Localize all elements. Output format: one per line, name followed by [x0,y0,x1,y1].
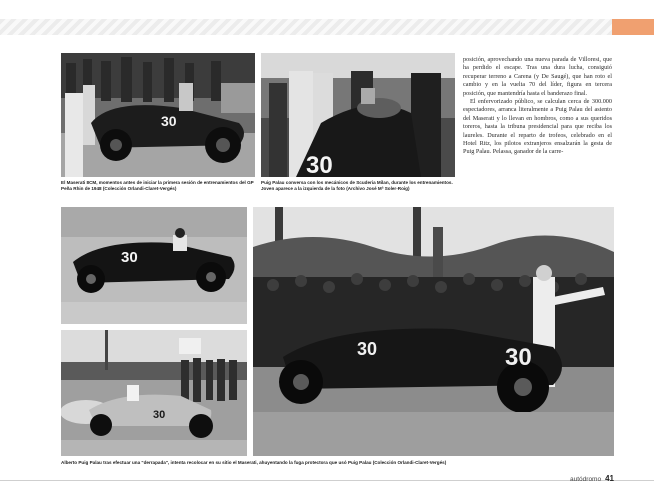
article-paragraph-2: El enfervorizado público, se calculan cerca de 300.000 espectadores, arranca literalmente a Puig Palau del asiento del Maserati y lo llevan en hombros, como a sus queridos toreros, hasta la tribuna presidencial para que reciba los laureles. Durante el reparto de trofeos, celebrado en el Hotel Ritz, los pilotos extranjeros ensalzarán la gesta de Puig Palau. Pelassa, ganador de la carre- [463,98,612,156]
header-color-tab [612,19,654,35]
car-number-photo5-nose: 30 [505,344,532,371]
caption-photo1: El Maserati 8CM, momentos antes de iniciar la primera sesión de entrenamientos del GP Peña Rhin de 1948 (Colección Orlandi-Claret-Vergés) [61,180,254,192]
article-text [463,56,612,157]
caption-bottom: Alberto Puig Palau tras efectuar una "derrapada", intenta recolocar en su sitio el Maserati, ahuyentando la fuga protectora que usó Puig Palau (Colección Orlandi-Claret-Vergés) [61,460,447,465]
page-footer [570,474,614,483]
article-paragraph-1: posición, aprovechando una nueva parada de Villoresi, que ha perdido el escape. Tras una dura lucha, consiguió recuperar terreno a Carena (y De Saugé), que han roto el cambio y en la vuelta 70 del líder, figura en tercera posición, que mantendría hasta el banderazo final. [463,56,612,97]
car-number-photo3: 30 [121,249,138,266]
photo-car-on-track [61,207,247,324]
footer-magazine-name: autódromo [570,476,602,483]
photo-victory-crowd [253,207,614,456]
page-number: 41 [605,474,614,483]
header-hatch-band [0,19,612,35]
photo-car-drift [61,330,247,456]
car-number-photo2: 30 [306,152,333,177]
caption-photo2: Puig Palau conversa con los mecánicos de Scuderia Milan, durante los entrenamientos. Joven aparece a la izquierda de la foto (Archivo José Mª Soler-Roig) [261,180,453,192]
footer-rule [0,480,654,481]
car-number-photo5-side: 30 [357,339,378,359]
car-number-photo1: 30 [161,113,177,129]
car-number-photo4: 30 [153,409,166,421]
photo-mechanics-conversation [261,53,455,177]
photo-maserati-paddock [61,53,255,177]
